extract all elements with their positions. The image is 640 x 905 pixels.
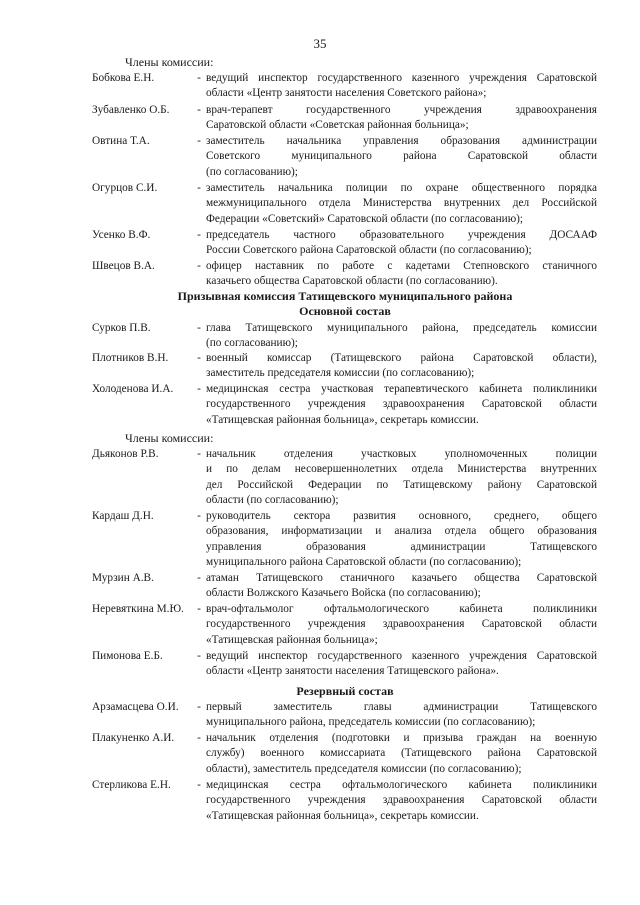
member-name: Стерликова Е.Н.	[92, 779, 171, 791]
member-position: начальник отделения (подготовки и призыва граждан на военную службу) военного комиссариата (Татищевского района Саратовской области), заместитель председателя комиссии (по согласованию);	[206, 732, 597, 775]
dash-separator: -	[197, 72, 201, 84]
member-position: заместитель начальника управления образования администрации Советского муниципального района Саратовской области (по согласованию);	[206, 135, 597, 178]
dash-separator: -	[197, 352, 201, 364]
member-position: заместитель начальника полиции по охране общественного порядка межмуниципального отдела Министерства внутренних дел Российской Федерации «Советский» Саратовской области (по согласованию);	[206, 182, 597, 225]
member-position: врач-терапевт государственного учреждения здравоохранения Саратовской области «Советская районная больница»;	[206, 104, 597, 132]
member-position: медицинская сестра участковая терапевтического кабинета поликлиники государственного учреждения здравоохранения Саратовской области «Татищевская районная больница», секретарь комиссии.	[206, 383, 597, 426]
member-position: врач-офтальмолог офтальмологического кабинета поликлиники государственного учреждения здравоохранения Саратовской области «Татищевская районная больница»;	[206, 603, 597, 646]
member-name: Швецов В.А.	[92, 260, 155, 272]
member-position: офицер наставник по работе с кадетами Степновского станичного казачьего общества Саратовской области (по согласованию).	[206, 260, 597, 288]
dash-separator: -	[197, 701, 201, 713]
member-name: Бобкова Е.Н.	[92, 72, 155, 84]
dash-separator: -	[197, 779, 201, 791]
members-label-tatishchevo: Члены комиссии:	[125, 431, 214, 445]
member-name: Зубавленко О.Б.	[92, 104, 170, 116]
dash-separator: -	[197, 572, 201, 584]
member-position: руководитель сектора развития основного, среднего, общего образования, информатизации и анализа отдела общего образования управления образования администрации Татищевского муниципального района Саратовской области (по согласованию);	[206, 510, 597, 568]
member-name: Огурцов С.И.	[92, 182, 158, 194]
member-position: ведущий инспектор государственного казенного учреждения Саратовской области «Центр занятости населения Советского района»;	[206, 72, 597, 100]
member-name: Овтина Т.А.	[92, 135, 150, 147]
dash-separator: -	[197, 603, 201, 615]
dash-separator: -	[197, 383, 201, 395]
reserve-composition-heading: Резервный состав	[296, 684, 394, 698]
member-position: медицинская сестра офтальмологического кабинета поликлиники государственного учреждения здравоохранения Саратовской области «Татищевская районная больница», секретарь комиссии.	[206, 779, 597, 822]
member-name: Кардаш Д.Н.	[92, 510, 154, 522]
member-name: Плотников В.Н.	[92, 352, 169, 364]
member-position: ведущий инспектор государственного казенного учреждения Саратовской области «Центр занятости населения Татищевского района».	[206, 650, 597, 678]
member-name: Мурзин А.В.	[92, 572, 154, 584]
dash-separator: -	[197, 448, 201, 460]
main-composition-heading: Основной состав	[299, 304, 391, 318]
dash-separator: -	[197, 650, 201, 662]
member-name: Плакуненко А.И.	[92, 732, 175, 744]
member-name: Дьяконов Р.В.	[92, 448, 159, 460]
commission-title: Призывная комиссия Татищевского муниципального района	[177, 289, 513, 303]
member-position: начальник отделения участковых уполномоченных полиции и по делам несовершеннолетних отдела Министерства внутренних дел Российской Федерации по Татищевскому району Саратовской области (по согласованию);	[206, 448, 597, 506]
dash-separator: -	[197, 260, 201, 272]
dash-separator: -	[197, 732, 201, 744]
dash-separator: -	[197, 229, 201, 241]
dash-separator: -	[197, 510, 201, 522]
member-position: атаман Татищевского станичного казачьего общества Саратовской области Волжского Казачьего Войска (по согласованию);	[206, 572, 597, 600]
member-name: Усенко В.Ф.	[92, 229, 151, 241]
member-name: Пимонова Е.Б.	[92, 650, 163, 662]
dash-separator: -	[197, 135, 201, 147]
members-label-soviet: Члены комиссии:	[125, 55, 214, 69]
member-name: Сурков П.В.	[92, 322, 151, 334]
member-name: Холоденова И.А.	[92, 383, 174, 395]
member-position: военный комиссар (Татищевского района Саратовской области), заместитель председателя комиссии (по согласованию);	[206, 352, 597, 380]
member-name: Неревяткина М.Ю.	[92, 603, 184, 615]
member-position: председатель частного образовательного учреждения ДОСААФ России Советского района Саратовской области (по согласованию);	[206, 229, 597, 257]
dash-separator: -	[197, 182, 201, 194]
member-name: Арзамасцева О.И.	[92, 701, 179, 713]
member-position: первый заместитель главы администрации Татищевского муниципального района, председатель комиссии (по согласованию);	[206, 701, 597, 729]
member-position: глава Татищевского муниципального района, председатель комиссии (по согласованию);	[206, 322, 597, 350]
dash-separator: -	[197, 322, 201, 334]
page-number: 35	[313, 36, 327, 51]
dash-separator: -	[197, 104, 201, 116]
